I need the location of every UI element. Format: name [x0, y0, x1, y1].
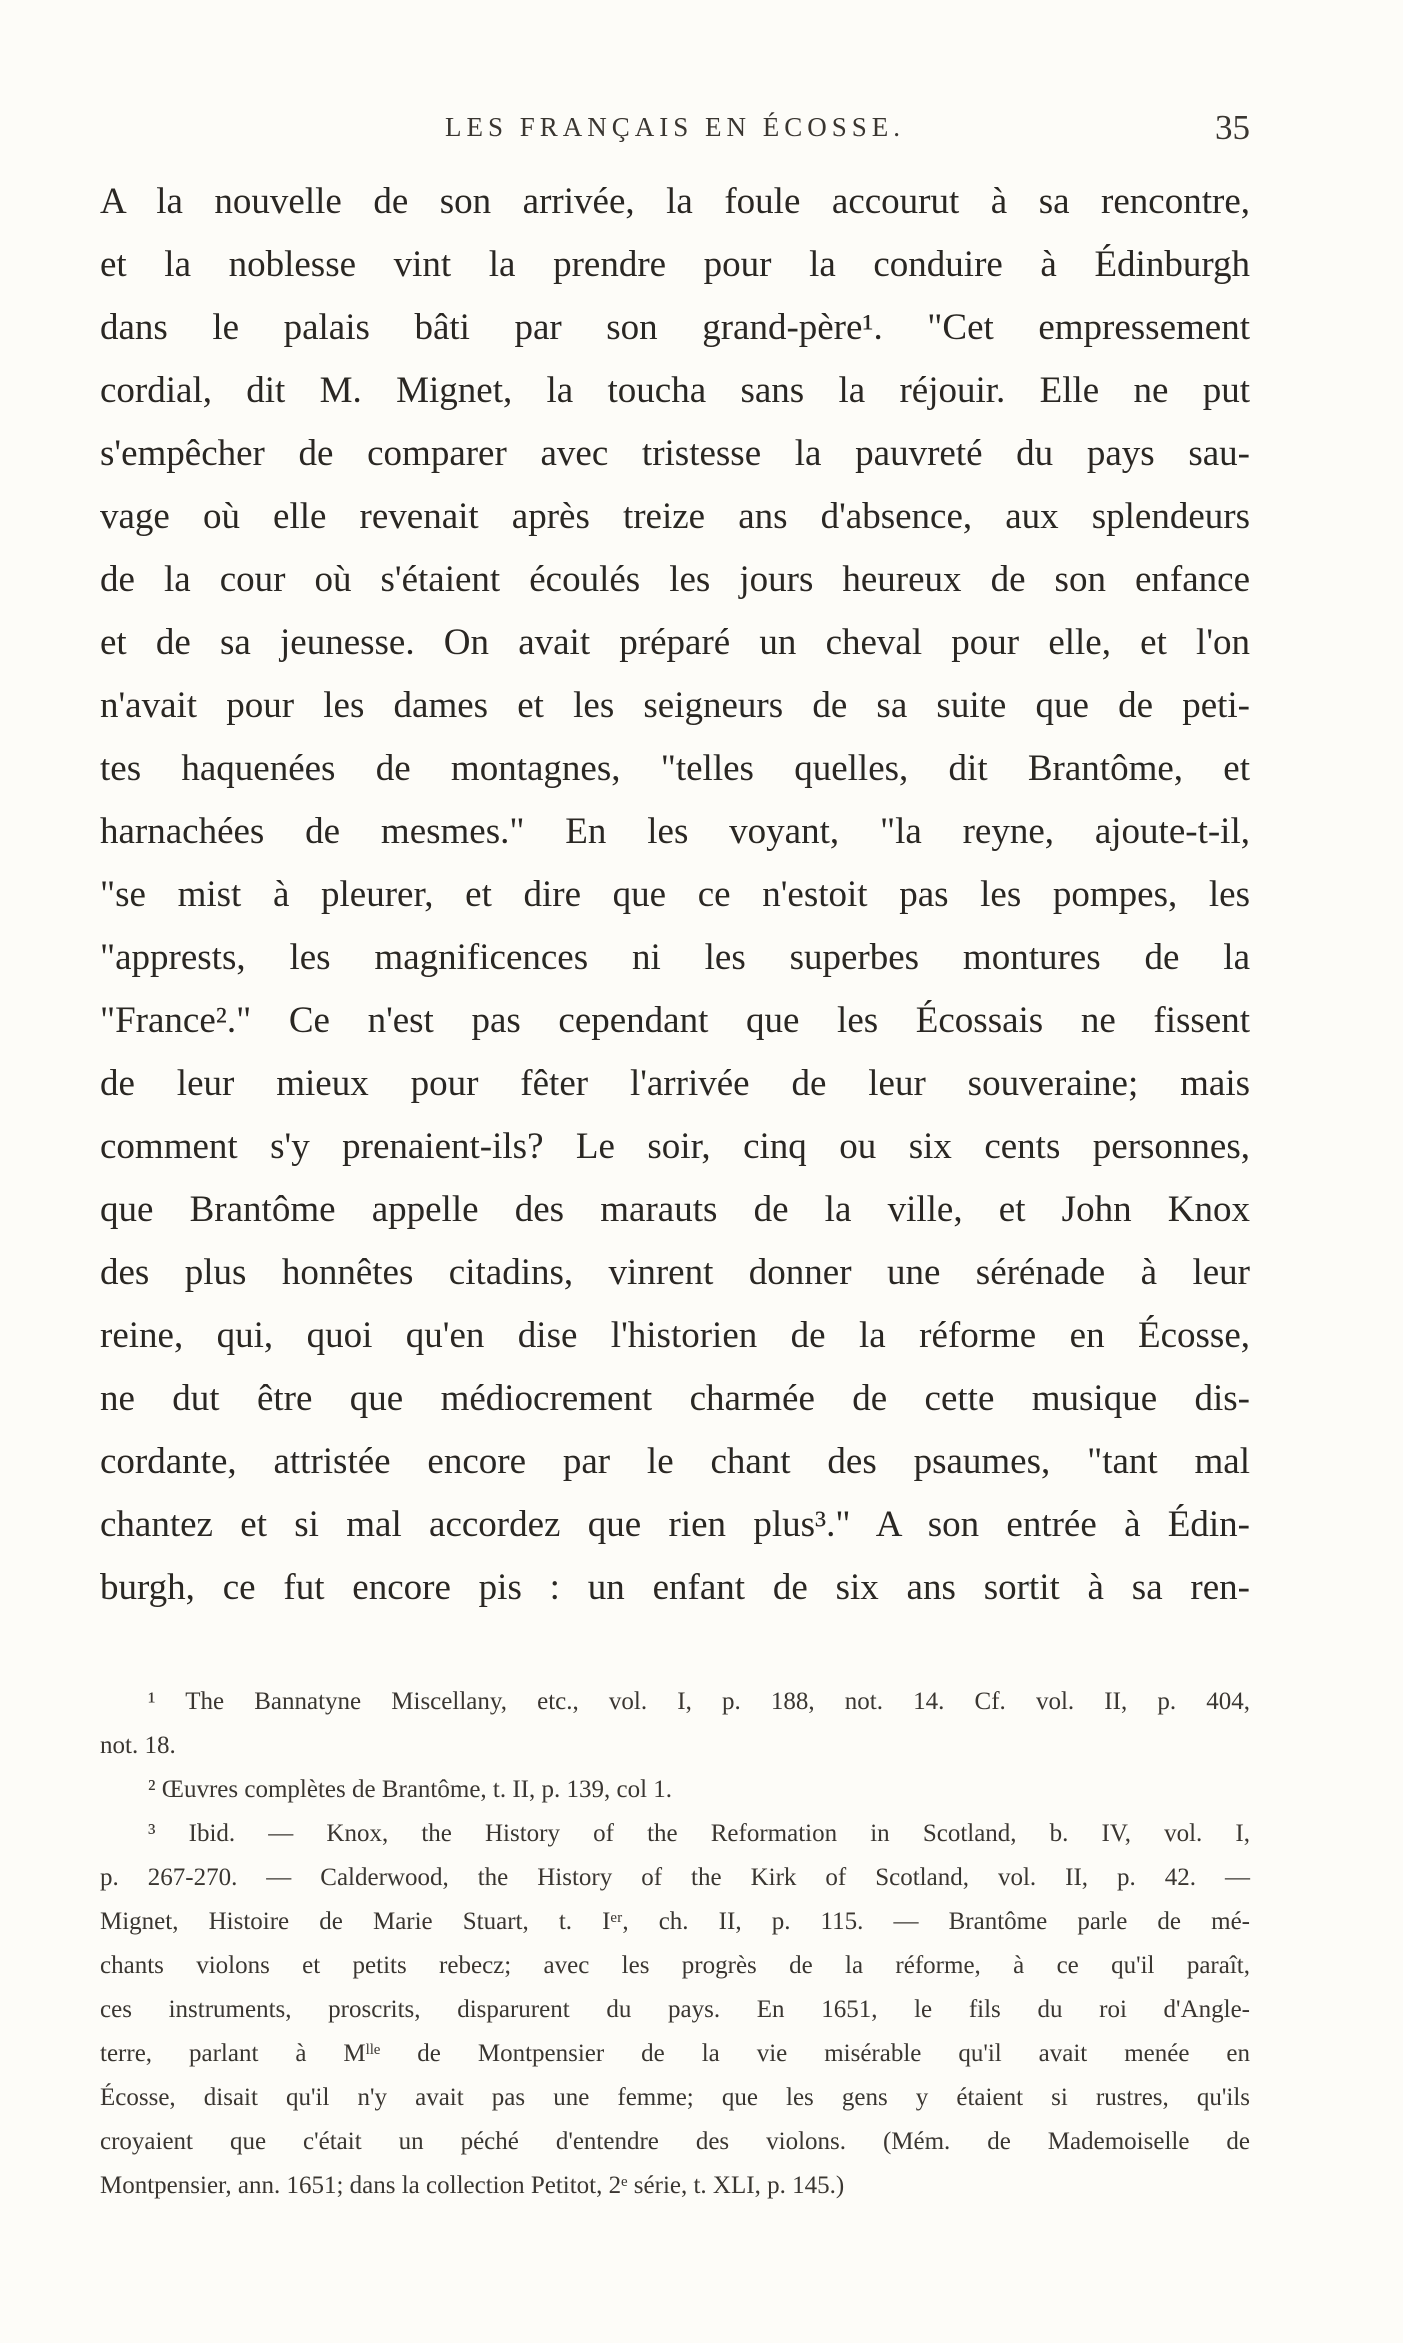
page-number: 35: [1215, 108, 1250, 147]
text-line: et la noblesse vint la prendre pour la conduire à Édinburgh: [100, 244, 1250, 285]
footnote-line: ¹ The Bannatyne Miscellany, etc., vol. I, p. 188, not. 14. Cf. vol. II, p. 404,: [148, 1688, 1250, 1715]
footnote-line: Montpensier, ann. 1651; dans la collection Petitot, 2ᵉ série, t. XLI, p. 145.): [100, 2172, 845, 2199]
footnote-line: Mignet, Histoire de Marie Stuart, t. Iᵉʳ, ch. II, p. 115. — Brantôme parle de mé-: [100, 1908, 1250, 1935]
text-line: "se mist à pleurer, et dire que ce n'estoit pas les pompes, les: [100, 874, 1250, 915]
text-line: "France²." Ce n'est pas cependant que les Écossais ne fissent: [100, 1000, 1250, 1041]
text-line: burgh, ce fut encore pis : un enfant de six ans sortit à sa ren-: [100, 1567, 1250, 1608]
text-line: que Brantôme appelle des marauts de la ville, et John Knox: [100, 1189, 1250, 1230]
footnote-line: p. 267-270. — Calderwood, the History of the Kirk of Scotland, vol. II, p. 42. —: [100, 1864, 1250, 1891]
footnote-line: Écosse, disait qu'il n'y avait pas une femme; que les gens y étaient si rustres, qu'ils: [100, 2084, 1250, 2111]
body-text: [100, 170, 1250, 1619]
running-head: [100, 108, 1250, 152]
text-line: comment s'y prenaient-ils? Le soir, cinq ou six cents personnes,: [100, 1126, 1250, 1167]
text-line: reine, qui, quoi qu'en dise l'historien de la réforme en Écosse,: [100, 1315, 1250, 1356]
text-line: ne dut être que médiocrement charmée de cette musique dis-: [100, 1378, 1250, 1419]
footnote-line: terre, parlant à Mˡˡᵉ de Montpensier de la vie misérable qu'il avait menée en: [100, 2040, 1250, 2067]
footnote-line: ces instruments, proscrits, disparurent du pays. En 1651, le fils du roi d'Angle-: [100, 1996, 1250, 2023]
footnote-line: croyaient que c'était un péché d'entendre des violons. (Mém. de Mademoiselle de: [100, 2128, 1250, 2155]
footnote-line: not. 18.: [100, 1732, 176, 1759]
text-line: cordante, attristée encore par le chant des psaumes, "tant mal: [100, 1441, 1250, 1482]
text-line: s'empêcher de comparer avec tristesse la pauvreté du pays sau-: [100, 433, 1250, 474]
text-line: vage où elle revenait après treize ans d'absence, aux splendeurs: [100, 496, 1250, 537]
text-line: "apprests, les magnificences ni les superbes montures de la: [100, 937, 1250, 978]
text-line: n'avait pour les dames et les seigneurs de sa suite que de peti-: [100, 685, 1250, 726]
text-line: chantez et si mal accordez que rien plus³." A son entrée à Édin-: [100, 1504, 1250, 1545]
footnote-line: chants violons et petits rebecz; avec les progrès de la réforme, à ce qu'il paraît,: [100, 1952, 1250, 1979]
text-line: cordial, dit M. Mignet, la toucha sans la réjouir. Elle ne put: [100, 370, 1250, 411]
text-line: de la cour où s'étaient écoulés les jours heureux de son enfance: [100, 559, 1250, 600]
footnote-line: ² Œuvres complètes de Brantôme, t. II, p. 139, col 1.: [148, 1776, 673, 1803]
text-line: et de sa jeunesse. On avait préparé un cheval pour elle, et l'on: [100, 622, 1250, 663]
text-line: tes haquenées de montagnes, "telles quelles, dit Brantôme, et: [100, 748, 1250, 789]
text-line: de leur mieux pour fêter l'arrivée de leur souveraine; mais: [100, 1063, 1250, 1104]
footnotes: [100, 1680, 1250, 2208]
text-line: A la nouvelle de son arrivée, la foule accourut à sa rencontre,: [100, 181, 1250, 222]
text-line: des plus honnêtes citadins, vinrent donner une sérénade à leur: [100, 1252, 1250, 1293]
text-line: harnachées de mesmes." En les voyant, "la reyne, ajoute-t-il,: [100, 811, 1250, 852]
text-line: dans le palais bâti par son grand-père¹. "Cet empressement: [100, 307, 1250, 348]
footnote-line: ³ Ibid. — Knox, the History of the Reformation in Scotland, b. IV, vol. I,: [148, 1820, 1250, 1847]
running-title: LES FRANÇAIS EN ÉCOSSE.: [444, 112, 906, 142]
